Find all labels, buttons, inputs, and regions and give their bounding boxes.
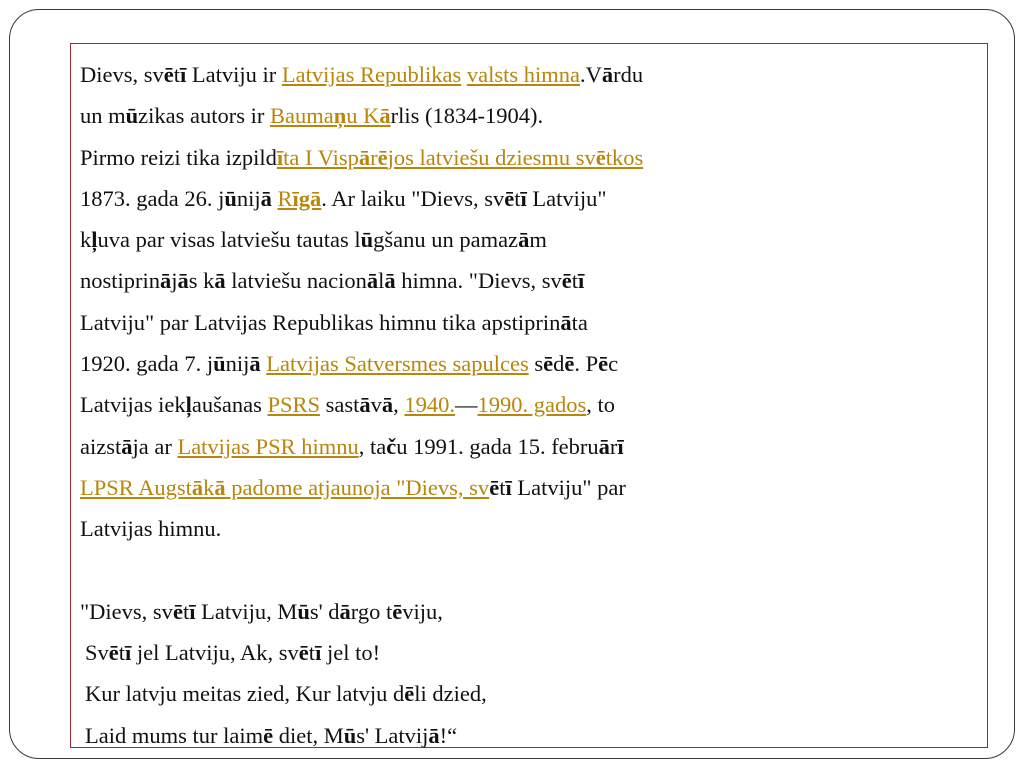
text-segment: un m [80, 103, 126, 129]
text-link-segment[interactable]: R [277, 185, 293, 211]
text-segment: 1920. gada 7. j [80, 351, 214, 377]
text-segment: ā [366, 268, 379, 294]
text-segment: ī [617, 433, 624, 459]
text-segment: ī [505, 474, 512, 500]
text-segment: — [455, 392, 478, 418]
text-segment: ā [121, 433, 133, 459]
text-segment: ī [520, 185, 527, 211]
text-segment: rlis [390, 103, 420, 129]
anthem-history-paragraph [80, 54, 979, 550]
text-segment: ī [577, 268, 585, 294]
text-segment: s' Latvij [356, 722, 429, 748]
text-link-segment[interactable]: LPSR Augst [80, 474, 192, 500]
paragraph-line [80, 260, 979, 301]
text-segment: "Dievs, sv [80, 598, 173, 624]
text-segment: ā [160, 268, 172, 294]
text-segment: , [393, 392, 405, 418]
text-segment: v [370, 392, 382, 418]
text-segment: ā [560, 309, 572, 335]
text-segment: Sv [85, 640, 109, 666]
text-segment: ā [381, 392, 394, 418]
text-link-segment[interactable]: ē [595, 144, 606, 170]
text-link-segment[interactable]: ta [283, 144, 305, 170]
text-segment: ū [213, 351, 226, 377]
text-segment: ā [214, 268, 226, 294]
text-link-segment[interactable]: Latvijas Satversmes sapulces [266, 351, 529, 377]
text-link-segment[interactable]: ī [276, 144, 284, 170]
text-segment: ā [598, 433, 610, 459]
text-segment: ta [571, 309, 588, 335]
text-segment: nij [225, 351, 250, 377]
text-link-segment[interactable]: padome [225, 474, 303, 500]
text-segment: ī [189, 598, 196, 624]
anthem-lyrics [80, 591, 979, 756]
text-segment: s [528, 351, 544, 377]
text-segment: ē [598, 351, 609, 377]
text-segment: č [386, 433, 397, 459]
paragraph-line [80, 219, 979, 260]
text-segment: j [171, 268, 178, 294]
text-segment: uva par visas latviešu tautas l [97, 227, 361, 253]
text-segment: Kur latvju meitas zied, Kur latvju d [85, 681, 405, 707]
text-link-segment[interactable]: I Visp [304, 144, 359, 170]
text-segment: ē [489, 474, 500, 500]
text-segment: latviešu nacion [225, 268, 367, 294]
text-segment: rgo t [350, 598, 393, 624]
lyrics-line [80, 715, 979, 756]
text-link-segment[interactable]: valsts himna [466, 62, 580, 87]
text-segment: ū [360, 227, 374, 253]
text-segment: (1834-1904). [419, 103, 544, 129]
text-segment: li dzied, [414, 681, 487, 707]
text-segment: ā [359, 392, 371, 418]
text-segment: , ta [358, 433, 387, 459]
text-segment: ē [564, 351, 575, 377]
text-segment: t [308, 640, 316, 666]
text-segment: ī [125, 640, 132, 666]
text-segment: viju, [402, 598, 443, 624]
text-segment: .V [579, 62, 602, 87]
text-segment: ū [297, 598, 310, 624]
text-segment: zikas autors ir [138, 103, 270, 129]
text-segment: k [80, 227, 92, 253]
text-segment: ī [180, 62, 187, 87]
text-segment: ē [561, 268, 572, 294]
text-segment: 1873. gada 26. j [80, 185, 225, 211]
text-link-segment[interactable]: Bauma [270, 103, 334, 129]
text-segment: t [118, 640, 126, 666]
paragraph-line [80, 426, 979, 467]
paragraph-line [80, 343, 979, 384]
text-segment: t [499, 474, 506, 500]
text-segment: Dievs, sv [80, 62, 164, 87]
text-link-segment[interactable]: atjaunoja "Dievs, sv [302, 474, 490, 500]
text-segment: Latvijas iek [80, 392, 186, 418]
text-link-segment[interactable]: ē [377, 144, 388, 170]
text-segment: aizst [80, 433, 122, 459]
text-segment: , to [586, 392, 616, 418]
text-link-segment[interactable]: 1940. [404, 392, 456, 418]
text-segment: ā [601, 62, 614, 87]
text-segment: ē [163, 62, 174, 87]
text-segment: aušanas [191, 392, 268, 418]
paragraph-line [80, 302, 979, 343]
text-segment: ā [249, 351, 261, 377]
paragraph-line [80, 137, 979, 178]
text-segment: ē [172, 598, 183, 624]
text-segment: ā [428, 722, 440, 748]
text-link-segment[interactable]: Latvijas Republikas [281, 62, 462, 87]
text-segment: Laid mums tur laim [85, 722, 264, 748]
text-link-segment[interactable]: ā [358, 144, 371, 170]
paragraph-line [80, 508, 979, 549]
text-segment: rdu [613, 62, 644, 87]
text-segment: t [182, 598, 190, 624]
text-segment: Pirmo reizi tika izpild [80, 144, 277, 170]
text-segment: Latviju, M [195, 598, 298, 624]
text-segment: c [608, 351, 619, 377]
text-segment: r [609, 433, 618, 459]
text-segment: Latvijas himnu. [80, 516, 222, 542]
text-link-segment[interactable]: PSRS [267, 392, 321, 418]
paragraph-line [80, 467, 979, 508]
text-segment: m [529, 227, 547, 253]
text-segment: . P [574, 351, 599, 377]
text-segment: t [514, 185, 521, 211]
paragraph-line [80, 54, 979, 95]
text-segment: Latviju" par Latvijas Republikas himnu tika apstiprin [80, 309, 561, 335]
text-segment: ē [263, 722, 274, 748]
text-link-segment[interactable]: jos latviešu dziesmu sv [387, 144, 596, 170]
text-segment: . Ar laiku "Dievs, sv [321, 185, 505, 211]
text-segment: Latviju" par [511, 474, 626, 500]
text-segment: ļ [185, 392, 192, 418]
lyrics-line [80, 632, 979, 673]
text-segment: nostiprin [80, 268, 161, 294]
text-segment: s k [188, 268, 215, 294]
text-link-segment[interactable]: u K [346, 103, 380, 129]
text-segment: ē [543, 351, 554, 377]
text-segment: t [173, 62, 181, 87]
text-segment: !“ [439, 722, 458, 748]
text-segment: ā [339, 598, 351, 624]
paragraph-line [80, 95, 979, 136]
text-link-segment[interactable]: 1990. gados [477, 392, 587, 418]
text-link-segment[interactable]: ā [379, 103, 391, 129]
text-segment: ē [392, 598, 403, 624]
text-link-segment[interactable]: ā [214, 474, 226, 500]
text-segment: jel to! [321, 640, 381, 666]
text-link-segment[interactable]: ā [191, 474, 204, 500]
text-segment: nij [236, 185, 261, 211]
paragraph-line [80, 178, 979, 219]
text-link-segment[interactable]: r [370, 144, 378, 170]
text-segment: t [571, 268, 578, 294]
text-segment: ē [108, 640, 119, 666]
text-segment: d [553, 351, 565, 377]
text-segment: Latviju" [526, 185, 607, 211]
text-link-segment[interactable]: Latvijas PSR himnu [177, 433, 359, 459]
anthem-text-box [70, 43, 988, 748]
text-segment: Latviju ir [186, 62, 282, 87]
text-segment: sast [320, 392, 360, 418]
text-segment: ū [343, 722, 357, 748]
text-segment: ē [298, 640, 309, 666]
lyrics-line [80, 591, 979, 632]
text-link-segment[interactable]: ņ [333, 103, 347, 129]
text-segment: himna. "Dievs, sv [395, 268, 562, 294]
text-segment: ū [224, 185, 237, 211]
blank-line [80, 550, 979, 591]
text-segment: ā [260, 185, 272, 211]
text-segment: l [378, 268, 385, 294]
text-segment: ļ [91, 227, 98, 253]
text-segment: ja ar [132, 433, 178, 459]
text-link-segment[interactable]: k [203, 474, 215, 500]
text-segment: ī [315, 640, 322, 666]
text-segment: ū [125, 103, 139, 129]
text-segment: ā [384, 268, 396, 294]
text-segment: ā [518, 227, 530, 253]
text-segment: u 1991. gada 15. febru [396, 433, 599, 459]
text-segment: diet, M [273, 722, 344, 748]
text-link-segment[interactable]: tkos [605, 144, 644, 170]
text-segment: s' d [309, 598, 340, 624]
text-segment: jel Latviju, Ak, sv [131, 640, 299, 666]
text-segment: gšanu un pamaz [373, 227, 519, 253]
lyrics-line [80, 673, 979, 714]
paragraph-line [80, 384, 979, 425]
text-segment: ē [404, 681, 415, 707]
text-segment: ā [177, 268, 189, 294]
text-segment: ē [504, 185, 515, 211]
text-link-segment[interactable]: īgā [292, 185, 322, 211]
